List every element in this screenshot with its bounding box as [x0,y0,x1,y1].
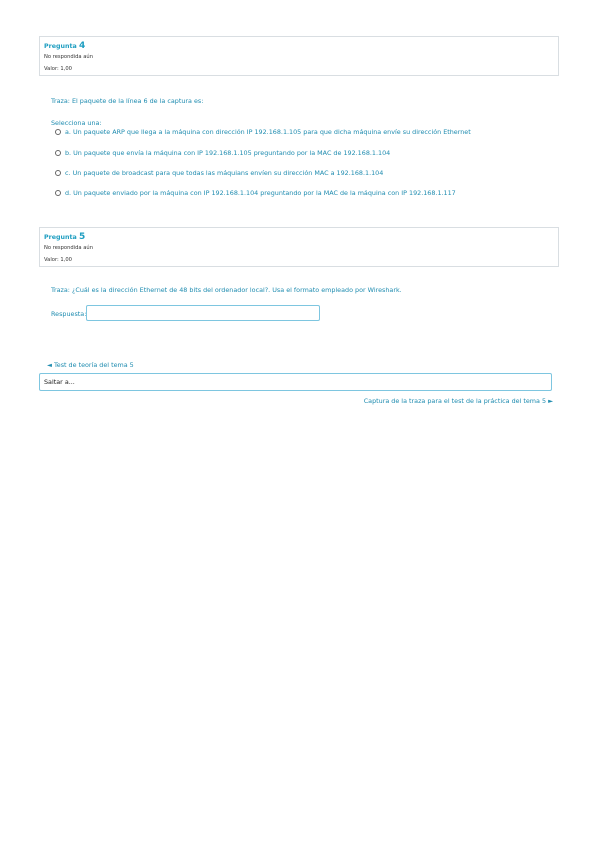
radio-button[interactable] [55,129,61,135]
option-b[interactable] [55,148,390,158]
question-grade: Valor: 1,00 [44,66,72,72]
jump-to-label: Saltar a... [44,378,75,386]
question-4-text: Traza: El paquete de la línea 6 de la captura es: [51,97,204,105]
question-5-text: Traza: ¿Cuál es la dirección Ethernet de 48 bits del ordenador local?. Usa el formato empleado por Wireshark. [51,286,402,294]
option-label: d. Un paquete enviado por la máquina con IP 192.168.1.104 preguntando por la MAC de la máquina con IP 192.168.1.117 [65,189,456,197]
radio-button[interactable] [55,190,61,196]
option-label: a. Un paquete ARP que llega a la máquina con dirección IP 192.168.1.105 para que dicha máquina envíe su dirección Ethernet [65,128,471,136]
question-state: No respondida aún [44,54,93,60]
radio-button[interactable] [55,150,61,156]
question-number: Pregunta 5 [44,232,86,242]
question-5-info [39,227,559,267]
option-d[interactable] [55,188,456,198]
next-activity-link[interactable]: Captura de la traza para el test de la práctica del tema 5 ► [363,397,553,405]
question-number: Pregunta 4 [44,41,86,51]
jump-to-select[interactable] [39,373,552,391]
radio-button[interactable] [55,170,61,176]
option-a[interactable] [55,127,471,137]
answer-label: Respuesta: [51,310,87,318]
question-4-prompt: Selecciona una: [51,119,102,127]
prev-activity-link[interactable]: ◄ Test de teoría del tema 5 [47,361,134,369]
option-c[interactable] [55,168,383,178]
question-grade: Valor: 1,00 [44,257,72,263]
question-state: No respondida aún [44,245,93,251]
option-label: b. Un paquete que envía la máquina con IP 192.168.1.105 preguntando por la MAC de 192.168.1.104 [65,149,391,157]
option-label: c. Un paquete de broadcast para que todas las máquians envíen su dirección MAC a 192.168.1.104 [65,169,384,177]
question-4-info [39,36,559,76]
answer-input[interactable] [86,305,320,321]
